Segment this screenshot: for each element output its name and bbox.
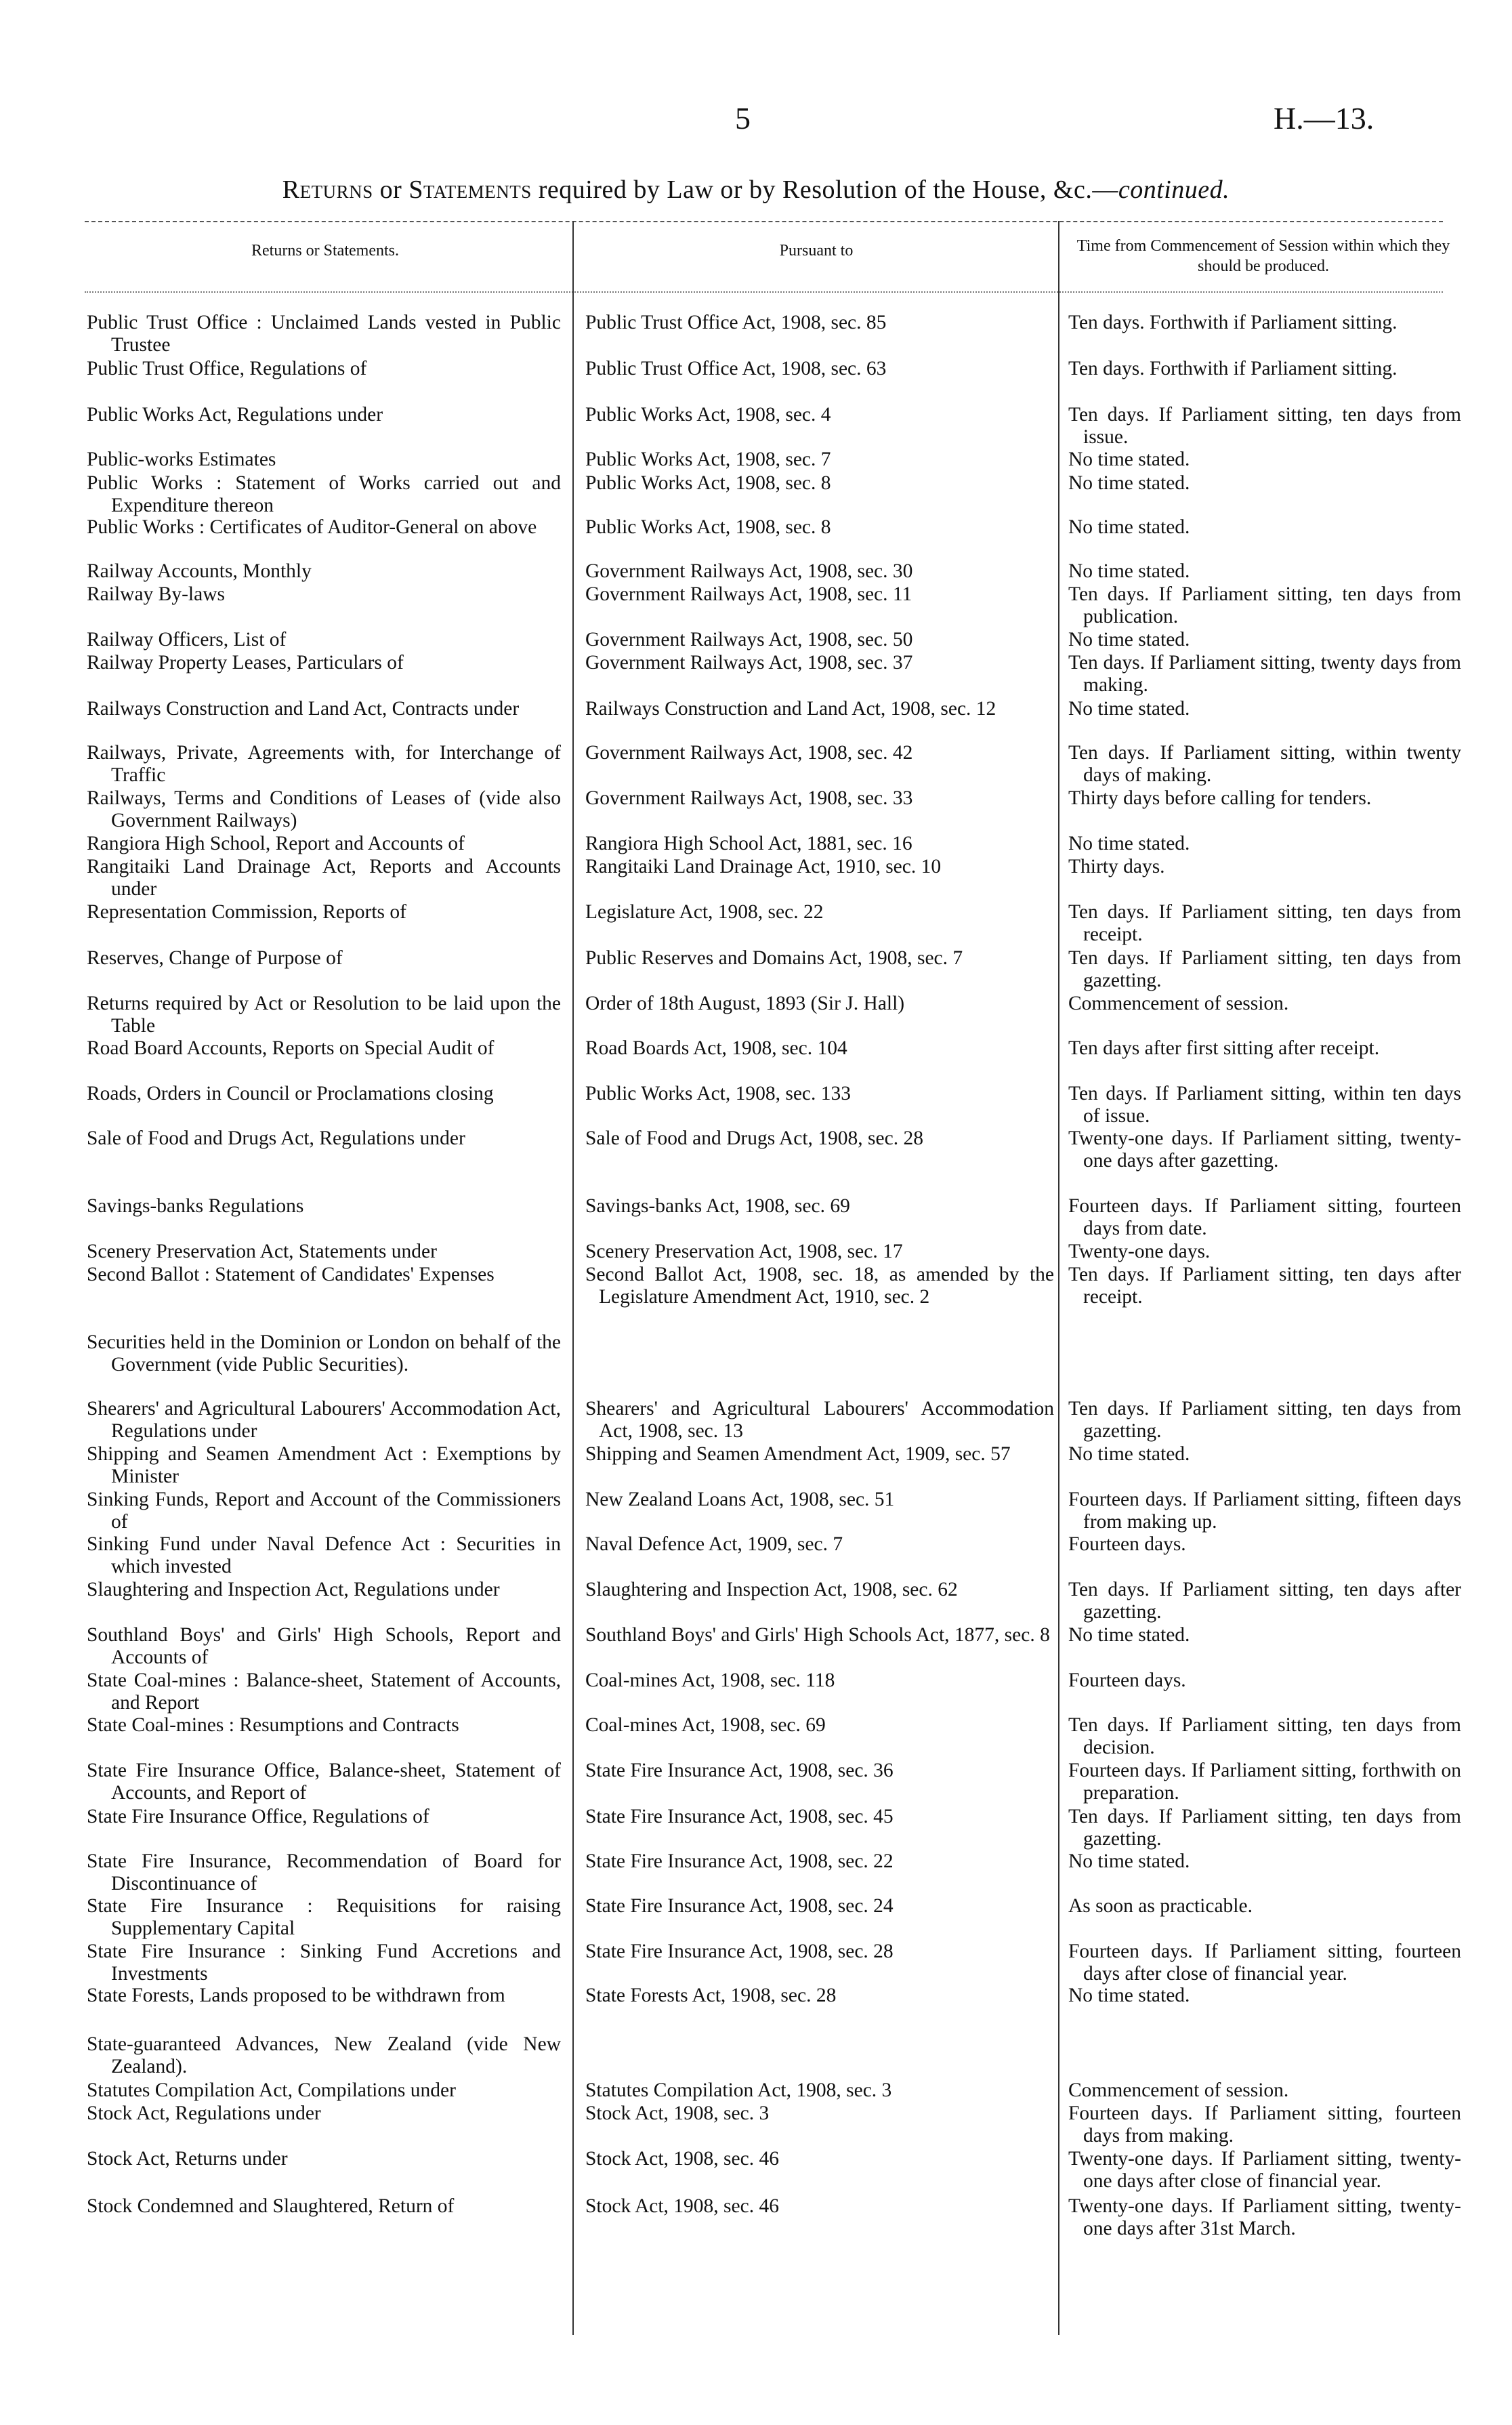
time-cell [1068, 1579, 1461, 1623]
returns-cell-text: State-guaranteed Advances, New Zealand (vide New Zealand). [87, 2033, 561, 2077]
column-divider-2 [1058, 221, 1059, 2335]
pursuant-cell-text: Public Works Act, 1908, sec. 7 [585, 449, 831, 470]
time-cell-text: Ten days. If Parliament sitting, twenty days from making. [1068, 652, 1461, 696]
returns-cell [87, 1083, 561, 1105]
pursuant-cell-text: Stock Act, 1908, sec. 46 [585, 2148, 779, 2170]
time-cell [1068, 993, 1461, 1015]
returns-cell-text: Public Trust Office : Unclaimed Lands vested in Public Trustee [87, 312, 561, 356]
time-cell [1068, 1037, 1461, 1060]
pursuant-cell [585, 1443, 1054, 1466]
time-cell [1068, 2148, 1461, 2193]
returns-cell-text: Shearers' and Agricultural Labourers' Accommodation Act, Regulations under [87, 1398, 561, 1442]
pursuant-cell-text: Statutes Compilation Act, 1908, sec. 3 [585, 2079, 892, 2101]
returns-cell [87, 449, 561, 471]
returns-cell [87, 856, 561, 900]
returns-cell [87, 404, 561, 426]
returns-cell-text: Statutes Compilation Act, Compilations under [87, 2079, 456, 2101]
pursuant-cell-text: Government Railways Act, 1908, sec. 30 [585, 560, 913, 582]
returns-cell-text: Railways, Private, Agreements with, for Interchange of Traffic [87, 742, 561, 786]
time-cell-text: Fourteen days. [1068, 1670, 1186, 1691]
pursuant-cell-text: Coal-mines Act, 1908, sec. 118 [585, 1670, 835, 1691]
returns-cell [87, 901, 561, 924]
returns-cell-text: Railway Officers, List of [87, 629, 287, 650]
returns-cell [87, 1624, 561, 1669]
returns-cell-text: Second Ballot : Statement of Candidates' Expenses [87, 1264, 495, 1285]
time-cell-text: Thirty days before calling for tenders. [1068, 787, 1372, 809]
time-cell-text: Ten days. If Parliament sitting, ten days from gazetting. [1068, 947, 1461, 991]
pursuant-cell-text: Naval Defence Act, 1909, sec. 7 [585, 1533, 843, 1555]
returns-cell-text: Shipping and Seamen Amendment Act : Exemptions by Minister [87, 1443, 561, 1487]
time-cell-text: Ten days. Forthwith if Parliament sitting. [1068, 312, 1398, 333]
returns-cell [87, 1850, 561, 1895]
pursuant-cell-text: Savings-banks Act, 1908, sec. 69 [585, 1195, 850, 1217]
pursuant-cell [585, 698, 1054, 720]
pursuant-cell-text: Government Railways Act, 1908, sec. 11 [585, 583, 912, 605]
pursuant-cell [585, 1489, 1054, 1511]
returns-cell [87, 1579, 561, 1601]
time-cell-text: Commencement of session. [1068, 2079, 1289, 2101]
time-cell-text: Ten days. If Parliament sitting, ten days from issue. [1068, 404, 1461, 448]
pursuant-cell-text: Public Works Act, 1908, sec. 8 [585, 516, 831, 538]
pursuant-cell [585, 1624, 1054, 1646]
time-cell [1068, 358, 1461, 380]
pursuant-cell [585, 1264, 1054, 1308]
time-cell [1068, 449, 1461, 471]
pursuant-cell-text: Government Railways Act, 1908, sec. 37 [585, 652, 913, 673]
time-cell-text: Twenty-one days. If Parliament sitting, twenty-one days after close of financial year. [1068, 2148, 1461, 2192]
pursuant-cell-text: Rangitaiki Land Drainage Act, 1910, sec. 10 [585, 856, 942, 877]
pursuant-cell [585, 449, 1054, 471]
title-statements: Statements [408, 175, 532, 204]
time-cell [1068, 2102, 1461, 2147]
pursuant-cell [585, 629, 1054, 651]
returns-cell-text: Savings-banks Regulations [87, 1195, 304, 1217]
returns-cell [87, 1670, 561, 1714]
returns-cell-text: Railways, Terms and Conditions of Leases of (vide also Government Railways) [87, 787, 561, 831]
time-cell-text: Ten days. If Parliament sitting, within twenty days of making. [1068, 742, 1461, 786]
pursuant-cell-text: Road Boards Act, 1908, sec. 104 [585, 1037, 847, 1059]
pursuant-cell [585, 742, 1054, 764]
returns-cell-text: State Fire Insurance Office, Balance-sheet, Statement of Accounts, and Report of [87, 1760, 561, 1804]
pursuant-cell [585, 1127, 1054, 1150]
pursuant-cell-text: Railways Construction and Land Act, 1908, sec. 12 [585, 698, 996, 720]
returns-cell [87, 1760, 561, 1804]
returns-cell-text: State Fire Insurance : Requisitions for raising Supplementary Capital [87, 1895, 561, 1939]
table-header-rule [85, 291, 1443, 293]
time-cell-text: No time stated. [1068, 472, 1190, 494]
returns-cell [87, 516, 561, 539]
time-cell [1068, 787, 1461, 810]
returns-cell-text: Public Trust Office, Regulations of [87, 358, 367, 379]
pursuant-cell [585, 312, 1054, 334]
time-cell-text: Ten days. If Parliament sitting, ten days from gazetting. [1068, 1806, 1461, 1850]
returns-cell [87, 833, 561, 855]
time-cell [1068, 1533, 1461, 1556]
pursuant-cell [585, 1241, 1054, 1263]
returns-cell-text: Public Works Act, Regulations under [87, 404, 383, 426]
pursuant-cell [585, 1985, 1054, 2007]
pursuant-cell-text: Slaughtering and Inspection Act, 1908, sec. 62 [585, 1579, 958, 1600]
returns-cell-text: Returns required by Act or Resolution to be laid upon the Table [87, 993, 561, 1037]
returns-cell [87, 629, 561, 651]
time-cell [1068, 629, 1461, 651]
column-divider-1 [572, 221, 574, 2335]
returns-cell-text: Representation Commission, Reports of [87, 901, 406, 923]
returns-cell [87, 1195, 561, 1218]
pursuant-cell-text: Sale of Food and Drugs Act, 1908, sec. 28 [585, 1127, 923, 1149]
pursuant-cell [585, 1895, 1054, 1918]
time-cell [1068, 1806, 1461, 1850]
time-cell [1068, 404, 1461, 449]
returns-cell [87, 993, 561, 1037]
time-cell-text: Fourteen days. [1068, 1533, 1186, 1555]
returns-cell [87, 1037, 561, 1060]
returns-cell-text: Stock Condemned and Slaughtered, Return of [87, 2195, 455, 2217]
time-cell-text: Ten days. If Parliament sitting, ten days after gazetting. [1068, 1579, 1461, 1623]
returns-cell-text: State Forests, Lands proposed to be withdrawn from [87, 1985, 505, 2006]
returns-cell-text: Sale of Food and Drugs Act, Regulations under [87, 1127, 465, 1149]
returns-cell-text: Public Works : Statement of Works carried out and Expenditure thereon [87, 472, 561, 516]
pursuant-cell-text: State Fire Insurance Act, 1908, sec. 45 [585, 1806, 894, 1827]
time-cell-text: No time stated. [1068, 1850, 1190, 1872]
time-cell [1068, 2079, 1461, 2102]
returns-cell [87, 2148, 561, 2170]
pursuant-cell-text: Public Works Act, 1908, sec. 4 [585, 404, 831, 426]
time-cell [1068, 1760, 1461, 1804]
time-cell-text: Fourteen days. If Parliament sitting, forthwith on preparation. [1068, 1760, 1461, 1804]
returns-cell-text: Railway By-laws [87, 583, 226, 605]
time-cell-text: Ten days. If Parliament sitting, ten days from decision. [1068, 1714, 1461, 1758]
time-cell [1068, 1083, 1461, 1127]
time-cell [1068, 652, 1461, 697]
returns-cell [87, 1714, 561, 1737]
pursuant-cell-text: State Fire Insurance Act, 1908, sec. 24 [585, 1895, 894, 1917]
returns-cell-text: Railway Property Leases, Particulars of [87, 652, 404, 673]
time-cell-text: Commencement of session. [1068, 993, 1289, 1014]
pursuant-cell [585, 833, 1054, 855]
pursuant-cell-text: Public Trust Office Act, 1908, sec. 63 [585, 358, 887, 379]
returns-cell-text: Southland Boys' and Girls' High Schools, Report and Accounts of [87, 1624, 561, 1668]
time-cell [1068, 901, 1461, 946]
time-cell [1068, 1714, 1461, 1759]
title-rest: required by Law or by Resolution of the House, &c.— [531, 175, 1118, 204]
returns-cell-text: Roads, Orders in Council or Proclamations closing [87, 1083, 494, 1104]
time-cell-text: Twenty-one days. If Parliament sitting, twenty-one days after gazetting. [1068, 1127, 1461, 1172]
time-cell [1068, 1895, 1461, 1918]
pursuant-cell [585, 1533, 1054, 1556]
returns-cell [87, 1806, 561, 1828]
time-cell-text: No time stated. [1068, 1624, 1190, 1646]
pursuant-cell-text: Order of 18th August, 1893 (Sir J. Hall) [585, 993, 905, 1014]
time-cell-text: No time stated. [1068, 449, 1190, 470]
time-cell-text: No time stated. [1068, 516, 1190, 538]
time-cell-text: No time stated. [1068, 629, 1190, 650]
returns-cell [87, 1398, 561, 1443]
pursuant-cell [585, 901, 1054, 924]
returns-cell-text: State Coal-mines : Resumptions and Contracts [87, 1714, 459, 1736]
time-cell [1068, 1850, 1461, 1873]
pursuant-cell-text: State Fire Insurance Act, 1908, sec. 22 [585, 1850, 894, 1872]
time-cell-text: Fourteen days. If Parliament sitting, fourteen days from making. [1068, 2102, 1461, 2147]
pursuant-cell [585, 1195, 1054, 1218]
time-cell-text: No time stated. [1068, 1985, 1190, 2006]
document-reference: H.—13. [1274, 101, 1374, 136]
pursuant-cell-text: Rangiora High School Act, 1881, sec. 16 [585, 833, 912, 854]
title-continued: continued. [1118, 175, 1230, 204]
time-cell [1068, 1127, 1461, 1172]
time-cell-text: No time stated. [1068, 698, 1190, 720]
time-cell [1068, 583, 1461, 628]
returns-cell-text: Public Works : Certificates of Auditor-General on above [87, 516, 537, 538]
time-cell [1068, 947, 1461, 992]
pursuant-cell-text: Second Ballot Act, 1908, sec. 18, as amended by the Legislature Amendment Act, 1910, sec. 2 [585, 1264, 1054, 1308]
returns-cell-text: Sinking Fund under Naval Defence Act : Securities in which invested [87, 1533, 561, 1577]
pursuant-cell [585, 1760, 1054, 1782]
time-cell-text: No time stated. [1068, 1443, 1190, 1465]
returns-cell [87, 312, 561, 356]
time-cell [1068, 1624, 1461, 1646]
time-cell [1068, 833, 1461, 855]
time-cell [1068, 2195, 1461, 2240]
time-cell [1068, 472, 1461, 495]
pursuant-cell-text: Public Works Act, 1908, sec. 133 [585, 1083, 852, 1104]
pursuant-cell [585, 2195, 1054, 2218]
pursuant-cell-text: Legislature Act, 1908, sec. 22 [585, 901, 824, 923]
pursuant-cell [585, 856, 1054, 878]
pursuant-cell [585, 404, 1054, 426]
returns-cell-text: State Fire Insurance Office, Regulations of [87, 1806, 429, 1827]
pursuant-cell [585, 358, 1054, 380]
returns-cell-text: State Fire Insurance : Sinking Fund Accretions and Investments [87, 1941, 561, 1985]
title-or: or [373, 175, 409, 204]
returns-cell [87, 583, 561, 606]
time-cell [1068, 1670, 1461, 1692]
time-cell [1068, 1241, 1461, 1263]
returns-cell [87, 1895, 561, 1940]
returns-cell [87, 1241, 561, 1263]
pursuant-cell [585, 2079, 1054, 2102]
time-cell-text: Ten days. If Parliament sitting, ten days after receipt. [1068, 1264, 1461, 1308]
pursuant-cell [585, 560, 1054, 583]
returns-cell [87, 1331, 561, 1376]
time-cell-text: Twenty-one days. [1068, 1241, 1211, 1262]
pursuant-cell-text: Stock Act, 1908, sec. 3 [585, 2102, 770, 2124]
returns-cell [87, 1985, 561, 2007]
returns-cell-text: Sinking Funds, Report and Account of the Commissioners of [87, 1489, 561, 1533]
pursuant-cell [585, 1941, 1054, 1963]
returns-cell-text: Railways Construction and Land Act, Contracts under [87, 698, 520, 720]
pursuant-cell-text: Coal-mines Act, 1908, sec. 69 [585, 1714, 826, 1736]
pursuant-cell [585, 1083, 1054, 1105]
returns-cell-text: Stock Act, Regulations under [87, 2102, 321, 2124]
returns-cell [87, 2102, 561, 2125]
returns-cell [87, 1941, 561, 1985]
title-returns: Returns [282, 175, 373, 204]
pursuant-cell [585, 583, 1054, 606]
time-cell-text: Ten days. Forthwith if Parliament sitting. [1068, 358, 1398, 379]
column-header-time: Time from Commencement of Session within which they should be produced. [1076, 237, 1450, 275]
returns-cell-text: Securities held in the Dominion or London on behalf of the Government (vide Public Securities). [87, 1331, 561, 1375]
returns-cell [87, 472, 561, 517]
pursuant-cell [585, 2102, 1054, 2125]
page-title [0, 175, 1512, 205]
returns-cell [87, 358, 561, 380]
pursuant-cell-text: Government Railways Act, 1908, sec. 50 [585, 629, 913, 650]
time-cell [1068, 698, 1461, 720]
returns-cell [87, 742, 561, 787]
returns-cell [87, 1443, 561, 1488]
pursuant-cell-text: State Forests Act, 1908, sec. 28 [585, 1985, 837, 2006]
time-cell-text: Fourteen days. If Parliament sitting, fourteen days after close of financial year. [1068, 1941, 1461, 1985]
time-cell [1068, 1489, 1461, 1533]
returns-cell-text: Public-works Estimates [87, 449, 276, 470]
pursuant-cell-text: State Fire Insurance Act, 1908, sec. 28 [585, 1941, 894, 1962]
column-header-pursuant: Pursuant to [779, 242, 854, 260]
pursuant-cell [585, 1398, 1054, 1443]
time-cell [1068, 742, 1461, 787]
returns-cell [87, 560, 561, 583]
pursuant-cell [585, 1806, 1054, 1828]
pursuant-cell [585, 1670, 1054, 1692]
time-cell [1068, 312, 1461, 334]
returns-cell-text: Railway Accounts, Monthly [87, 560, 312, 582]
returns-cell-text: Reserves, Change of Purpose of [87, 947, 343, 969]
returns-cell [87, 947, 561, 970]
pursuant-cell [585, 1714, 1054, 1737]
time-cell [1068, 1941, 1461, 1985]
time-cell-text: Ten days. If Parliament sitting, ten days from gazetting. [1068, 1398, 1461, 1442]
time-cell-text: Thirty days. [1068, 856, 1165, 877]
pursuant-cell-text: Shearers' and Agricultural Labourers' Accommodation Act, 1908, sec. 13 [585, 1398, 1054, 1442]
time-cell [1068, 1195, 1461, 1240]
pursuant-cell [585, 1850, 1054, 1873]
pursuant-cell-text: Shipping and Seamen Amendment Act, 1909, sec. 57 [585, 1443, 1011, 1465]
returns-cell [87, 2033, 561, 2078]
returns-cell-text: Road Board Accounts, Reports on Special Audit of [87, 1037, 495, 1059]
returns-cell-text: Stock Act, Returns under [87, 2148, 288, 2170]
pursuant-cell-text: Government Railways Act, 1908, sec. 33 [585, 787, 913, 809]
pursuant-cell [585, 652, 1054, 674]
returns-cell [87, 2195, 561, 2218]
time-cell-text: Ten days. If Parliament sitting, ten days from publication. [1068, 583, 1461, 627]
time-cell-text: Ten days. If Parliament sitting, within ten days of issue. [1068, 1083, 1461, 1127]
time-cell-text: Ten days. If Parliament sitting, ten days from receipt. [1068, 901, 1461, 945]
pursuant-cell-text: Government Railways Act, 1908, sec. 42 [585, 742, 913, 764]
time-cell [1068, 560, 1461, 583]
time-cell-text: As soon as practicable. [1068, 1895, 1253, 1917]
time-cell [1068, 1398, 1461, 1443]
returns-cell [87, 1127, 561, 1150]
time-cell [1068, 856, 1461, 878]
returns-cell [87, 698, 561, 720]
returns-cell [87, 787, 561, 832]
pursuant-cell [585, 1037, 1054, 1060]
column-header-returns: Returns or Statements. [251, 242, 399, 260]
time-cell [1068, 516, 1461, 539]
returns-cell-text: Rangiora High School, Report and Accounts of [87, 833, 465, 854]
pursuant-cell-text: Public Works Act, 1908, sec. 8 [585, 472, 831, 494]
returns-cell-text: Scenery Preservation Act, Statements under [87, 1241, 437, 1262]
returns-cell [87, 1489, 561, 1533]
pursuant-cell-text: New Zealand Loans Act, 1908, sec. 51 [585, 1489, 895, 1510]
returns-cell-text: State Fire Insurance, Recommendation of Board for Discontinuance of [87, 1850, 561, 1894]
pursuant-cell-text: State Fire Insurance Act, 1908, sec. 36 [585, 1760, 894, 1781]
pursuant-cell-text: Public Reserves and Domains Act, 1908, sec. 7 [585, 947, 963, 969]
pursuant-cell [585, 787, 1054, 810]
returns-cell-text: Slaughtering and Inspection Act, Regulations under [87, 1579, 500, 1600]
pursuant-cell-text: Stock Act, 1908, sec. 46 [585, 2195, 779, 2217]
time-cell-text: Ten days after first sitting after receipt. [1068, 1037, 1380, 1059]
returns-cell-text: State Coal-mines : Balance-sheet, Statement of Accounts, and Report [87, 1670, 561, 1714]
pursuant-cell [585, 1579, 1054, 1601]
pursuant-cell [585, 2148, 1054, 2170]
time-cell-text: No time stated. [1068, 833, 1190, 854]
time-cell-text: No time stated. [1068, 560, 1190, 582]
pursuant-cell [585, 993, 1054, 1015]
pursuant-cell [585, 516, 1054, 539]
returns-cell [87, 2079, 561, 2102]
time-cell-text: Fourteen days. If Parliament sitting, fourteen days from date. [1068, 1195, 1461, 1239]
pursuant-cell [585, 472, 1054, 495]
time-cell-text: Fourteen days. If Parliament sitting, fifteen days from making up. [1068, 1489, 1461, 1533]
pursuant-cell [585, 947, 1054, 970]
returns-cell-text: Rangitaiki Land Drainage Act, Reports and Accounts under [87, 856, 561, 900]
table-top-rule [85, 221, 1443, 222]
pursuant-cell-text: Southland Boys' and Girls' High Schools Act, 1877, sec. 8 [585, 1624, 1050, 1646]
time-cell [1068, 1264, 1461, 1308]
pursuant-cell-text: Scenery Preservation Act, 1908, sec. 17 [585, 1241, 903, 1262]
returns-cell [87, 1533, 561, 1578]
time-cell [1068, 1985, 1461, 2007]
returns-cell [87, 1264, 561, 1286]
page-number: 5 [735, 101, 751, 136]
time-cell-text: Twenty-one days. If Parliament sitting, twenty-one days after 31st March. [1068, 2195, 1461, 2239]
returns-cell [87, 652, 561, 674]
time-cell [1068, 1443, 1461, 1466]
pursuant-cell-text: Public Trust Office Act, 1908, sec. 85 [585, 312, 887, 333]
